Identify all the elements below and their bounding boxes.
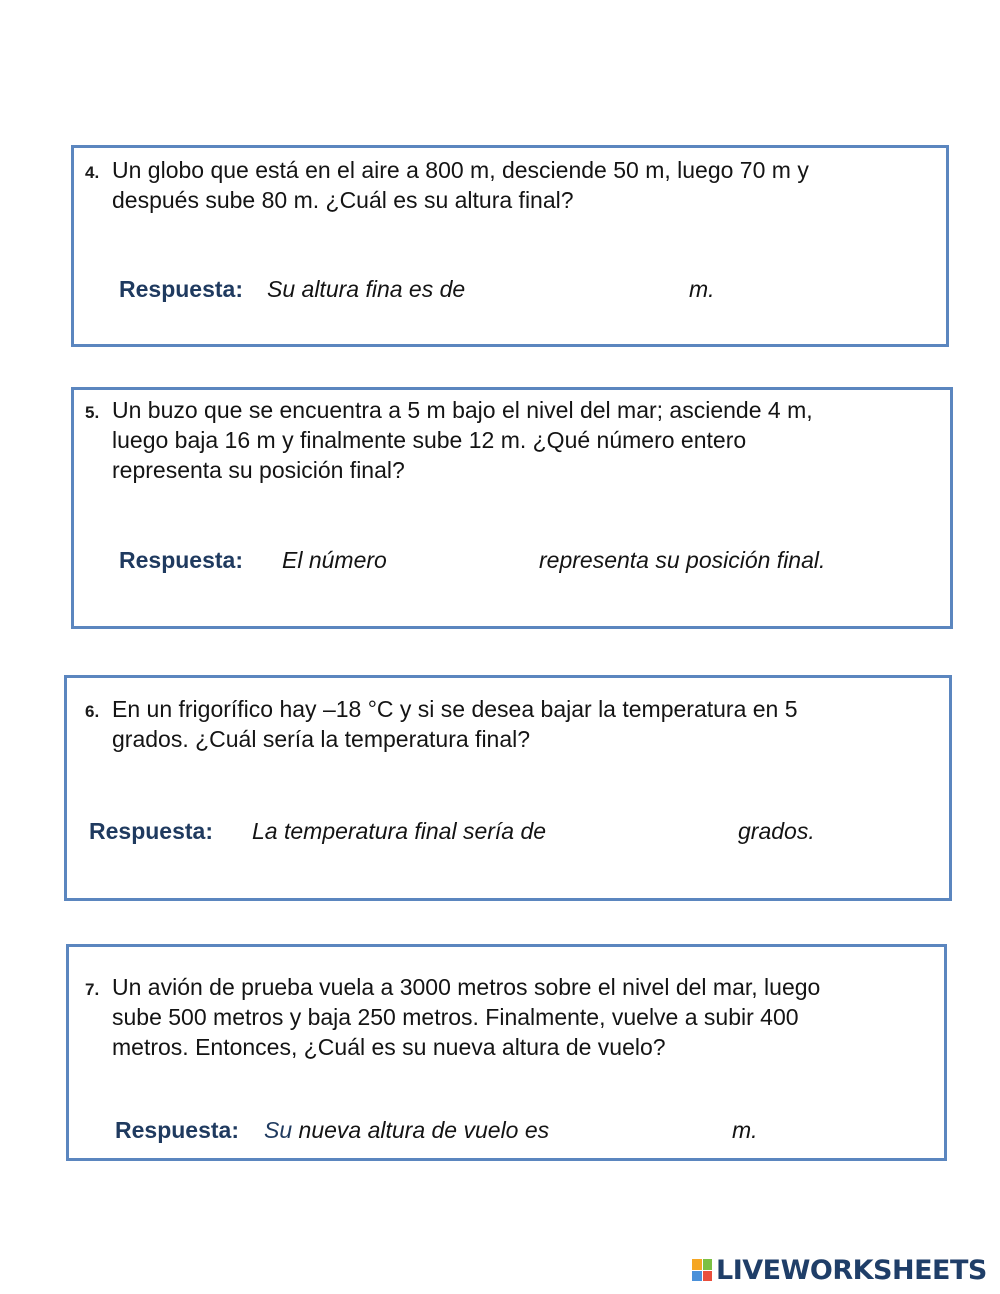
question-line: después sube 80 m. ¿Cuál es su altura final? [112, 187, 574, 213]
answer-input-posicion[interactable] [414, 544, 538, 576]
answer-prefix [264, 1117, 549, 1144]
logo-text: LIVEWORKSHEETS [716, 1254, 987, 1286]
answer-prefix-rest: nueva altura de vuelo es [298, 1117, 550, 1143]
answer-suffix: m. [732, 1117, 758, 1143]
question-text [112, 972, 820, 1062]
answer-label: Respuesta: [115, 1117, 239, 1143]
question-number: 4. [85, 163, 100, 182]
answer-label: Respuesta: [119, 547, 243, 573]
question-number: 7. [85, 980, 100, 999]
question-6-card [64, 675, 952, 901]
answer-input-temperatura[interactable] [597, 815, 731, 847]
answer-input-altura[interactable] [514, 273, 678, 305]
question-line: sube 500 metros y baja 250 metros. Finalmente, vuelve a subir 400 [112, 1004, 799, 1030]
answer-suffix: representa su posición final. [539, 547, 826, 573]
answer-prefix: El número [282, 547, 387, 573]
answer-label: Respuesta: [89, 818, 213, 844]
question-number: 5. [85, 403, 100, 422]
question-7-card [66, 944, 947, 1161]
question-line: representa su posición final? [112, 457, 405, 483]
answer-prefix: Su altura fina es de [267, 276, 466, 302]
answer-label: Respuesta: [119, 276, 243, 302]
question-5-card [71, 387, 953, 629]
question-line: Un buzo que se encuentra a 5 m bajo el nivel del mar; asciende 4 m, [112, 397, 813, 423]
question-line: En un frigorífico hay –18 °C y si se desea bajar la temperatura en 5 [112, 696, 798, 722]
liveworksheets-logo [692, 1254, 987, 1286]
question-number: 6. [85, 702, 100, 721]
answer-prefix: La temperatura final sería de [252, 818, 547, 844]
question-line: Un avión de prueba vuela a 3000 metros sobre el nivel del mar, luego [112, 974, 821, 1000]
question-text [112, 155, 809, 215]
question-line: grados. ¿Cuál sería la temperatura final? [112, 726, 531, 752]
answer-input-altura-vuelo[interactable] [599, 1114, 728, 1146]
question-line: Un globo que está en el aire a 800 m, desciende 50 m, luego 70 m y [112, 157, 809, 183]
answer-suffix: grados. [738, 818, 815, 844]
logo-mark-icon [692, 1259, 712, 1281]
answer-prefix-highlight: Su [264, 1117, 293, 1143]
question-text [112, 395, 813, 485]
question-text [112, 694, 798, 754]
answer-suffix: m. [689, 276, 715, 302]
question-4-card [71, 145, 949, 347]
question-line: metros. Entonces, ¿Cuál es su nueva altura de vuelo? [112, 1034, 666, 1060]
question-line: luego baja 16 m y finalmente sube 12 m. ¿Qué número entero [112, 427, 747, 453]
